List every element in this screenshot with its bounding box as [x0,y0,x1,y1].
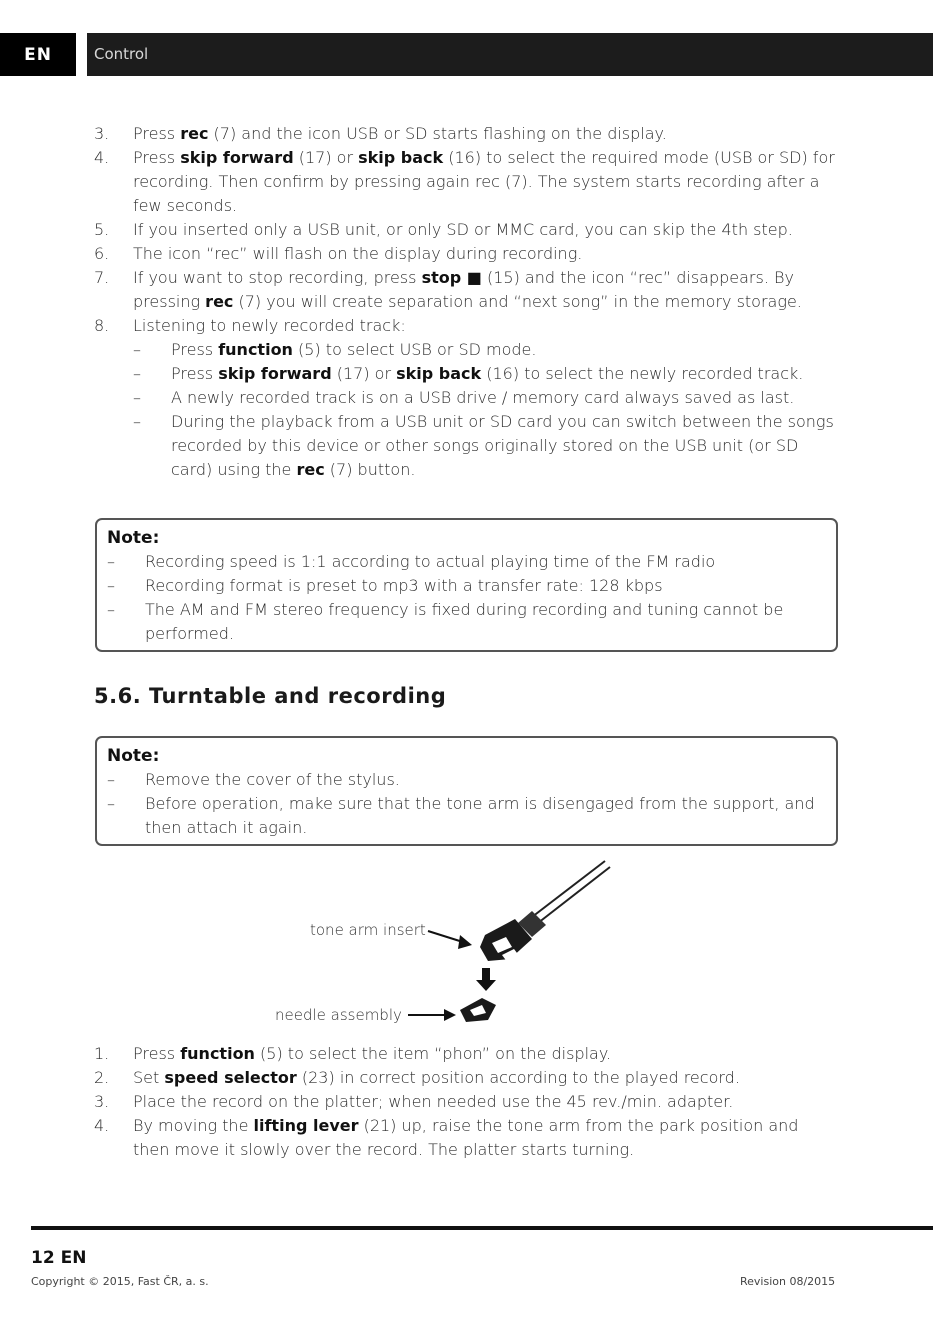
bold-term: skip back [396,364,482,383]
text-segment: During the playback from a USB unit or SD card you can switch between the songs recorded by this device or other songs originally stored on the USB unit (or SD card) using the [171,412,834,479]
bullet-dash: – [107,794,115,813]
bold-term: rec [180,124,209,143]
turntable-steps-list [94,1042,838,1162]
text-segment: Press [133,148,181,167]
list-item [94,314,838,338]
step-number: 4. [94,148,110,167]
text-segment: The icon “rec” will flash on the display during recording. [133,244,583,263]
step-number: 4. [94,1116,110,1135]
step-number: 3. [94,124,110,143]
page-number: 12 EN [31,1248,87,1268]
section-title: Control [94,45,149,63]
list-item [94,146,838,218]
note-text: Before operation, make sure that the tone arm is disengaged from the support, and then attach it again. [145,794,815,837]
bullet-dash: – [133,364,141,383]
sub-list-item [133,386,838,410]
text-segment: (5) to select the item “phon” on the display. [254,1044,612,1063]
note-item [107,768,830,792]
text-segment: Press [171,340,219,359]
list-item [94,218,838,242]
bullet-dash: – [107,552,115,571]
recording-steps-list [94,122,838,482]
note-list [107,550,830,646]
text-segment: (17) or [331,364,397,383]
text-segment: By moving the [133,1116,254,1135]
step-number: 7. [94,268,110,287]
note-text: Recording speed is 1:1 according to actual playing time of the FM radio [145,552,716,571]
bold-term: speed selector [164,1068,297,1087]
bullet-dash: – [107,600,115,619]
header-bar [0,33,933,76]
bullet-dash: – [133,388,141,407]
note-item [107,574,830,598]
note-title: Note: [107,746,160,766]
note-text: The AM and FM stereo frequency is fixed during recording and tuning cannot be performed. [145,600,784,643]
list-item [94,1066,838,1090]
label-tone-arm-insert: tone arm insert [310,921,426,939]
sub-list [133,338,838,482]
bold-term: rec [296,460,325,479]
bold-term: stop ■ [421,268,482,287]
bullet-dash: – [133,412,141,431]
step-number: 2. [94,1068,110,1087]
sub-list-item [133,338,838,362]
text-segment: Set [133,1068,165,1087]
text-segment: If you want to stop recording, press [133,268,422,287]
note-box-recording [95,518,838,652]
note-text: Recording format is preset to mp3 with a transfer rate: 128 kbps [145,576,663,595]
text-segment: Listening to newly recorded track: [133,316,406,335]
sub-list-item [133,362,838,386]
text-segment: (7) and the icon USB or SD starts flashing on the display. [208,124,667,143]
bold-term: skip forward [180,148,294,167]
step-number: 6. [94,244,110,263]
label-needle-assembly: needle assembly [275,1006,402,1024]
text-segment: Press [133,1044,181,1063]
text-segment: (7) you will create separation and “next song” in the memory storage. [233,292,802,311]
text-segment: (23) in correct position according to the played record. [296,1068,740,1087]
footer-rule [31,1226,933,1230]
language-badge: EN [0,33,76,76]
step-number: 5. [94,220,110,239]
list-item [94,266,838,314]
text-segment: Press [133,124,181,143]
step-number: 3. [94,1092,110,1111]
text-segment: (17) or [293,148,359,167]
text-segment: (7) button. [324,460,416,479]
text-segment: (5) to select USB or SD mode. [292,340,537,359]
text-segment: (15) and the icon “rec” disappears. By pressing [133,268,794,311]
note-box-turntable [95,736,838,846]
tone-arm-illustration [270,855,630,1035]
bold-term: skip back [358,148,444,167]
note-item [107,598,830,646]
bold-term: function [218,340,293,359]
bold-term: rec [205,292,234,311]
text-segment: (16) to select the required mode (USB or SD) for recording. Then confirm by pressing again rec (7). The system starts recording after a few seconds. [133,148,835,215]
note-list [107,768,830,840]
list-item [94,242,838,266]
note-item [107,792,830,840]
section-heading: 5.6. Turntable and recording [94,684,447,708]
list-item [94,122,838,146]
note-item [107,550,830,574]
step-number: 1. [94,1044,110,1063]
text-segment: (21) up, raise the tone arm from the park position and then move it slowly over the record. The platter starts turning. [133,1116,799,1159]
list-item [94,1042,838,1066]
tone-arm-drawing [270,855,630,1035]
bullet-dash: – [107,770,115,789]
bullet-dash: – [107,576,115,595]
sub-list-item [133,410,838,482]
text-segment: (16) to select the newly recorded track. [481,364,804,383]
text-segment: Place the record on the platter; when needed use the 45 rev./min. adapter. [133,1092,734,1111]
revision-notice: Revision 08/2015 [740,1275,836,1288]
text-segment: A newly recorded track is on a USB drive / memory card always saved as last. [171,388,795,407]
bold-term: skip forward [218,364,332,383]
bold-term: function [180,1044,255,1063]
bold-term: lifting lever [253,1116,359,1135]
step-number: 8. [94,316,110,335]
text-segment: If you inserted only a USB unit, or only SD or MMC card, you can skip the 4th step. [133,220,793,239]
copyright-notice: Copyright © 2015, Fast ČR, a. s. [31,1275,209,1288]
note-title: Note: [107,528,160,548]
bullet-dash: – [133,340,141,359]
list-item [94,1090,838,1114]
text-segment: Press [171,364,219,383]
note-text: Remove the cover of the stylus. [145,770,400,789]
list-item [94,1114,838,1162]
header-divider [76,33,87,76]
